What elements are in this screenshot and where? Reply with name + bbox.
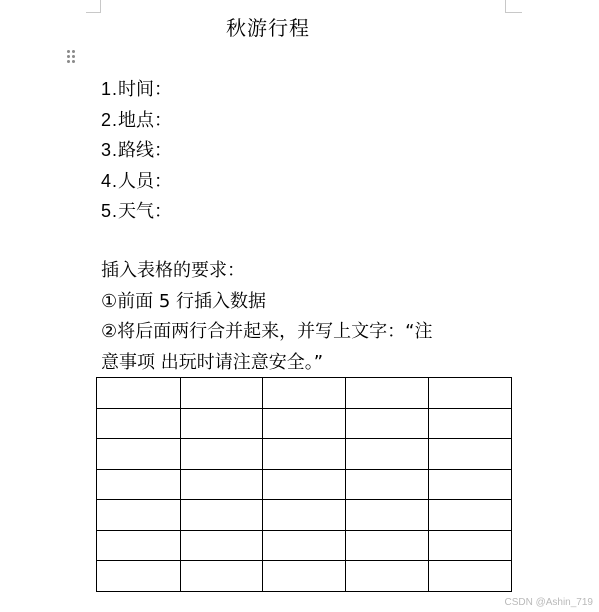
table-cell[interactable] (429, 408, 512, 439)
table-requirements (101, 256, 521, 378)
table-cell[interactable] (263, 439, 346, 470)
crop-mark-top-left (86, 0, 101, 13)
table-row (97, 530, 512, 561)
table-cell[interactable] (346, 408, 429, 439)
table-cell[interactable] (263, 530, 346, 561)
requirement-item-2-line-1[interactable]: ②将后面两行合并起来，并写上文字：“注 (101, 321, 433, 342)
table-move-handle-icon[interactable] (64, 48, 78, 66)
table-cell[interactable] (346, 500, 429, 531)
table-row (97, 500, 512, 531)
table-cell[interactable] (97, 408, 181, 439)
table-cell[interactable] (429, 469, 512, 500)
table-cell[interactable] (429, 561, 512, 592)
table-cell[interactable] (181, 500, 263, 531)
table-row (97, 378, 512, 409)
table-cell[interactable] (181, 378, 263, 409)
field-weather[interactable]: 5.天气： (101, 201, 173, 222)
table-cell[interactable] (263, 500, 346, 531)
table-cell[interactable] (97, 378, 181, 409)
table-row (97, 439, 512, 470)
table-row (97, 561, 512, 592)
table-cell[interactable] (181, 561, 263, 592)
crop-mark-top-right (505, 0, 522, 13)
table-row (97, 469, 512, 500)
field-route[interactable]: 3.路线： (101, 140, 173, 161)
requirements-heading[interactable]: 插入表格的要求： (101, 260, 245, 281)
table-cell[interactable] (97, 500, 181, 531)
table-cell[interactable] (181, 408, 263, 439)
table-cell[interactable] (181, 469, 263, 500)
requirement-item-1[interactable]: ①前面 5 行插入数据 (101, 290, 267, 312)
field-time[interactable]: 1.时间： (101, 79, 173, 100)
watermark: CSDN @Ashin_719 (504, 597, 593, 608)
itinerary-table[interactable] (96, 377, 512, 592)
table-cell[interactable] (263, 378, 346, 409)
table-cell[interactable] (429, 439, 512, 470)
table-cell[interactable] (346, 439, 429, 470)
table-row (97, 408, 512, 439)
table-cell[interactable] (263, 561, 346, 592)
table-cell[interactable] (346, 378, 429, 409)
table-cell[interactable] (263, 408, 346, 439)
requirement-item-2-line-2[interactable]: 意事项 出玩时请注意安全。” (101, 351, 324, 373)
table-cell[interactable] (429, 530, 512, 561)
table-cell[interactable] (181, 439, 263, 470)
table-cell[interactable] (97, 439, 181, 470)
itinerary-fields (101, 74, 521, 227)
table-cell[interactable] (429, 378, 512, 409)
field-location[interactable]: 2.地点： (101, 109, 173, 131)
table-cell[interactable] (346, 561, 429, 592)
table-cell[interactable] (346, 530, 429, 561)
field-people[interactable]: 4.人员： (101, 170, 173, 192)
table-cell[interactable] (97, 561, 181, 592)
table-cell[interactable] (97, 469, 181, 500)
document-title[interactable]: 秋游行程 (226, 16, 310, 40)
table-cell[interactable] (263, 469, 346, 500)
table-cell[interactable] (181, 530, 263, 561)
table-cell[interactable] (429, 500, 512, 531)
table-cell[interactable] (97, 530, 181, 561)
table-cell[interactable] (346, 469, 429, 500)
